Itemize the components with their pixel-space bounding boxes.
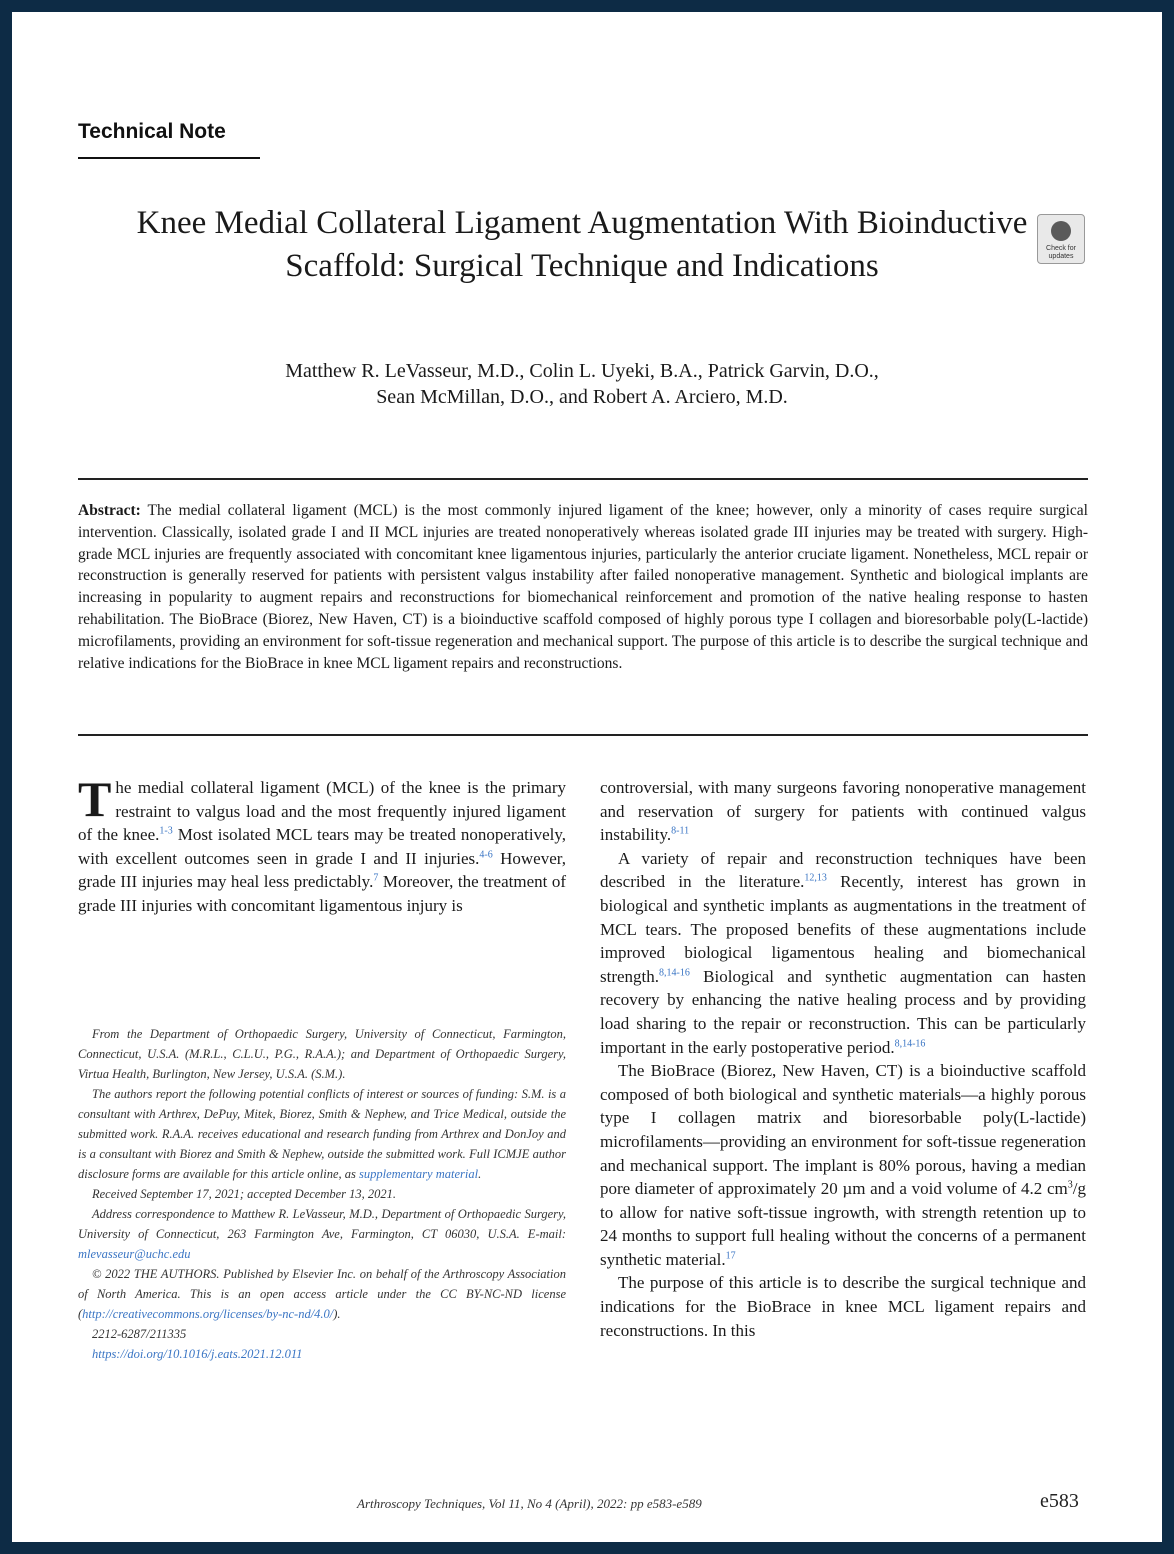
left-column [78,771,567,918]
citation-ref[interactable]: 8,14-16 [659,967,690,979]
license-link[interactable]: http://creativecommons.org/licenses/by-nc-nd/4.0/ [82,1307,334,1321]
badge-text: Check for updates [1046,245,1076,260]
page-number: e583 [1040,1490,1079,1512]
journal-footer: Arthroscopy Techniques, Vol 11, No 4 (April), 2022: pp e583-e589 [357,1496,702,1511]
issn-note: 2212-6287/211335 [92,1327,187,1341]
intro-paragraph: The medial collateral ligament (MCL) of the knee is the primary restraint to valgus load and the most frequently injured ligament of the knee.$^{1-3}$ Most isolated MCL tears may be treated nonoperatively, with excellent outcomes seen in grade I and II injuries.$^{4-6}$ However, grade III injuries may heal less predictably.$^7$ Moreover, the treatment of grade III injuries with concomitant ligamentous injury is [78,771,567,915]
footnotes [78,1024,566,1364]
doi-link[interactable]: https://doi.org/10.1016/j.eats.2021.12.011 [92,1347,303,1361]
abstract-text: The medial collateral ligament (MCL) is the most commonly injured ligament of the knee; however, only a minority of cases require surgical intervention. Classically, isolated grade I and II MCL injuries are treated nonoperatively whereas isolated grade III injuries may be treated with surgery. High-grade MCL injuries are frequently associated with concomitant knee ligamentous injuries, particularly the anterior cruciate ligament. Nonetheless, MCL repair or reconstruction is generally reserved for patients with persistent valgus instability after failed nonoperative management. Synthetic and biological implants are increasing in popularity to augment repairs and reconstructions for biomechanical reinforcement and promotion of the native healing response to hasten rehabilitation. The BioBrace (Biorez, New Haven, CT) is a bioinductive scaffold composed of highly porous type I collagen and bioresorbable poly(L-lactide) microfilaments, providing an environment for soft-tissue regeneration and mechanical support. The purpose of this article is to describe the surgical technique and relative indications for the BioBrace in knee MCL ligament repairs and reconstructions. [78,502,1088,672]
citation-ref[interactable]: 17 [725,1250,736,1262]
author-list [122,358,1042,410]
citation-ref[interactable]: 12,13 [804,872,827,884]
citation-ref[interactable]: 1-3 [159,825,173,837]
abstract-bottom-rule [78,734,1088,736]
abstract-label: Abstract: [78,502,141,519]
paragraph: The BioBrace (Biorez, New Haven, CT) is a bioinductive scaffold composed of both biological and synthetic materials—a highly porous type I collagen matrix and bioresorbable poly(L-lactide) microfilaments—providing an environment for soft-tissue regeneration and mechanical support. The implant is 80% porous, having a median pore diameter of approximately 20 µm and a void volume of 4.2 $cm^3/g$ to allow for native soft-tissue ingrowth, with strength retention up to 24 months to support full healing without the concerns of a permanent synthetic material.$^{17}$ [600,1061,1086,1269]
citation-ref[interactable]: 8-11 [671,825,690,837]
check-for-updates-badge[interactable] [1037,214,1085,264]
received-note: Received September 17, 2021; accepted December 13, 2021. [92,1187,397,1201]
citation-ref[interactable]: 4-6 [479,849,493,861]
email-link[interactable]: mlevasseur@uchc.edu [78,1247,191,1261]
document-page [12,12,1162,1542]
abstract [78,500,1088,674]
affiliation-note: From the Department of Orthopaedic Surgery, University of Connecticut, Farmington, Connecticut, U.S.A. (M.R.L., C.L.U., P.G., R.A.A.); and Department of Orthopaedic Surgery, Virtua Health, Burlington, New Jersey, U.S.A. (S.M.). [78,1027,566,1081]
article-type-underline [78,157,260,159]
check-for-updates-icon [1051,221,1071,241]
article-type-label: Technical Note [78,120,226,143]
superscript: 3 [1067,1179,1073,1191]
citation-ref[interactable]: 7 [373,872,379,884]
paragraph: controversial, with many surgeons favoring nonoperative management and reservation of surgery for patients with continued valgus instability.$^{8-11}$ [600,778,1086,845]
right-column [600,776,1086,1342]
drop-cap: T [78,771,112,827]
conflicts-note: The authors report the following potential conflicts of interest or sources of funding: S.M. is a consultant with Arthrex, DePuy, Mitek, Biorez, Smith & Nephew, and Trice Medical, outside the submitted work. R.A.A. receives educational and research funding from Arthrex and DonJoy and is a consultant with Biorez and Smith & Nephew, outside the submitted work. Full ICMJE author disclosure forms are available for this article online, as supplementary material. [78,1087,566,1181]
author-line-2: Sean McMillan, D.O., and Robert A. Arciero, M.D. [376,386,788,408]
supplementary-material-link[interactable]: supplementary material [359,1167,479,1181]
copyright-note: © 2022 THE AUTHORS. Published by Elsevier Inc. on behalf of the Arthroscopy Association of North America. This is an open access article under the CC BY-NC-ND license (http://creativecommons.org/licenses/by-nc-nd/4.0/). [78,1267,566,1321]
doi-note [78,1344,566,1364]
citation-ref[interactable]: 8,14-16 [894,1037,926,1049]
correspondence-note: Address correspondence to Matthew R. LeVasseur, M.D., Department of Orthopaedic Surgery, University of Connecticut, 263 Farmington Ave, Farmington, CT 06030, U.S.A. E-mail: mlevasseur@uchc.edu [78,1207,566,1261]
article-title: Knee Medial Collateral Ligament Augmentation With Bioinductive Scaffold: Surgical Technique and Indications [136,205,1028,284]
paragraph: A variety of repair and reconstruction techniques have been described in the literature.$^{12,13}$ Recently, interest has grown in biological and synthetic implants as augmentations in the treatment of MCL tears. The proposed benefits of these augmentations include improved biological ligamentous healing and biomechanical strength.$^{8,14-16}$ Biological and synthetic augmentation can hasten recovery by enhancing the native healing process and by providing load sharing to the repair or reconstruction. This can be particularly important in the early postoperative period.$^{8,14-16}$ [600,848,1086,1057]
author-line-1: Matthew R. LeVasseur, M.D., Colin L. Uyeki, B.A., Patrick Garvin, D.O., [285,360,879,382]
paragraph: The purpose of this article is to describe the surgical technique and indications for the BioBrace in knee MCL ligament repairs and reconstructions. In this [600,1273,1086,1340]
abstract-top-rule [78,478,1088,480]
